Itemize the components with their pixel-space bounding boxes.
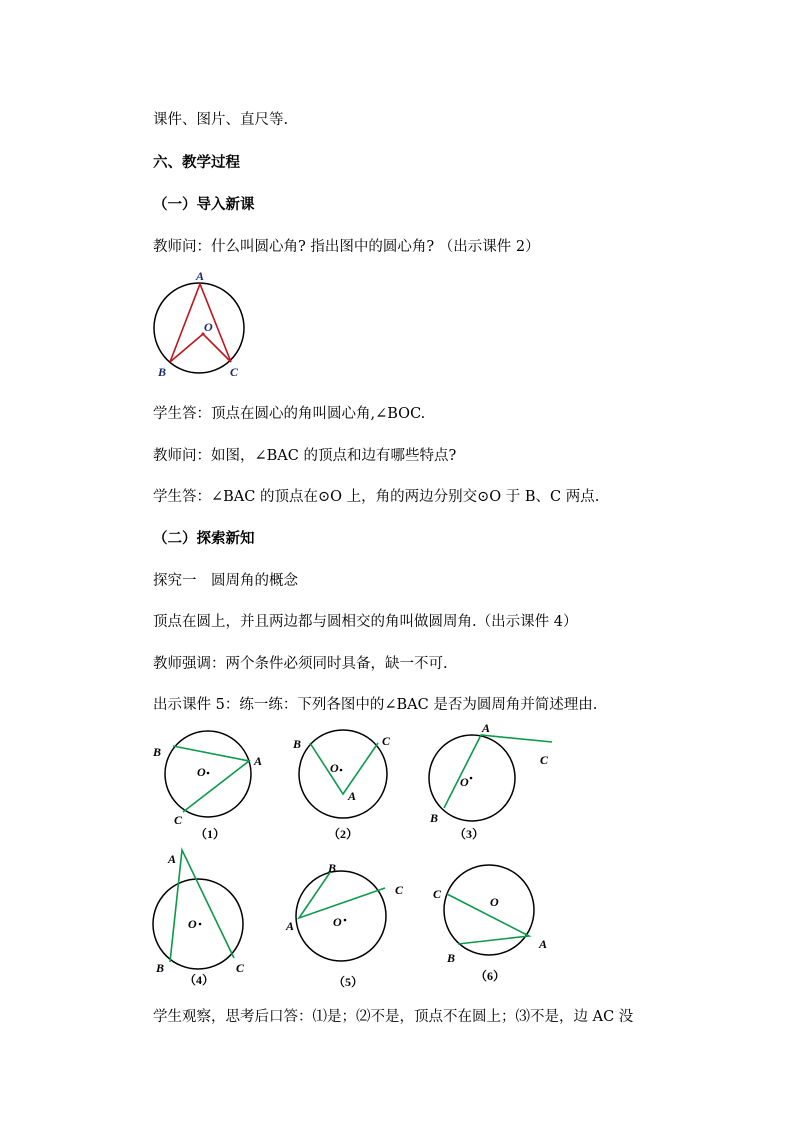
svg-text:C: C	[236, 961, 245, 975]
text-line-emphasis: 教师强调：两个条件必须同时具备，缺一不可.	[153, 656, 448, 672]
exercise-figure-5	[285, 858, 415, 998]
text-line-explore: 探究一 圆周角的概念	[153, 573, 298, 589]
section-heading: 六、教学过程	[153, 154, 240, 171]
svg-text:O: O	[333, 915, 342, 929]
text-line-teacher-q2: 教师问：如图，∠BAC 的顶点和边有哪些特点?	[153, 448, 457, 464]
label-o: O	[204, 320, 213, 334]
caption-4: （4）	[184, 973, 215, 987]
svg-text:O: O	[330, 761, 339, 775]
subsection-heading-2: （二）探索新知	[153, 530, 255, 547]
subsection-heading-1: （一）导入新课	[153, 196, 255, 213]
svg-text:O: O	[460, 775, 469, 789]
svg-text:B: B	[153, 745, 162, 759]
svg-text:B: B	[430, 811, 439, 825]
text-line-exercise: 出示课件 5：练一练：下列各图中的∠BAC 是否为圆周角并简述理由.	[153, 697, 598, 713]
svg-text:B: B	[156, 961, 165, 975]
svg-text:B: B	[293, 737, 302, 751]
text-line-teacher-q1: 教师问：什么叫圆心角? 指出图中的圆心角? （出示课件 2）	[153, 239, 540, 255]
text-line-student-a1: 学生答：顶点在圆心的角叫圆心角,∠BOC.	[153, 406, 426, 422]
exercise-figure-6	[425, 858, 560, 998]
text-line-student-a2: 学生答：∠BAC 的顶点在⊙O 上，角的两边分别交⊙O 于 B、C 两点.	[153, 489, 600, 505]
svg-text:A: A	[482, 721, 491, 735]
caption-6: （6）	[475, 969, 506, 983]
exercise-figure-2	[290, 728, 400, 841]
exercise-figure-1	[150, 728, 280, 841]
label-a: A	[196, 269, 205, 283]
svg-text:C: C	[174, 813, 183, 827]
text-line-definition: 顶点在圆上，并且两边都与圆相交的角叫做圆周角.（出示课件 4）	[153, 614, 578, 630]
label-b: B	[158, 365, 167, 379]
svg-text:A: A	[539, 937, 548, 951]
svg-text:C: C	[382, 734, 391, 748]
svg-text:C: C	[540, 753, 549, 767]
caption-3: （3）	[454, 827, 485, 841]
svg-text:A: A	[286, 919, 295, 933]
exercise-figure-3	[420, 721, 560, 841]
caption-1: （1）	[195, 827, 226, 841]
svg-text:B: B	[447, 951, 456, 965]
svg-text:O: O	[188, 917, 197, 931]
intro-circle-figure	[150, 268, 250, 378]
text-line-student-observe: 学生观察，思考后口答：⑴是；⑵不是，顶点不在圆上；⑶不是，边 AC 没	[153, 1009, 634, 1025]
svg-text:C: C	[433, 887, 442, 901]
svg-text:C: C	[395, 883, 404, 897]
svg-text:O: O	[197, 765, 206, 779]
text-line-1: 课件、图片、直尺等.	[153, 112, 289, 128]
caption-5: （5）	[333, 975, 364, 989]
exercise-figure-4	[150, 848, 270, 988]
svg-text:A: A	[168, 852, 177, 866]
svg-text:O: O	[490, 895, 499, 909]
svg-text:A: A	[254, 754, 263, 768]
svg-text:B: B	[328, 861, 337, 875]
label-c: C	[230, 365, 239, 379]
caption-2: （2）	[328, 827, 359, 841]
svg-text:A: A	[348, 789, 357, 803]
